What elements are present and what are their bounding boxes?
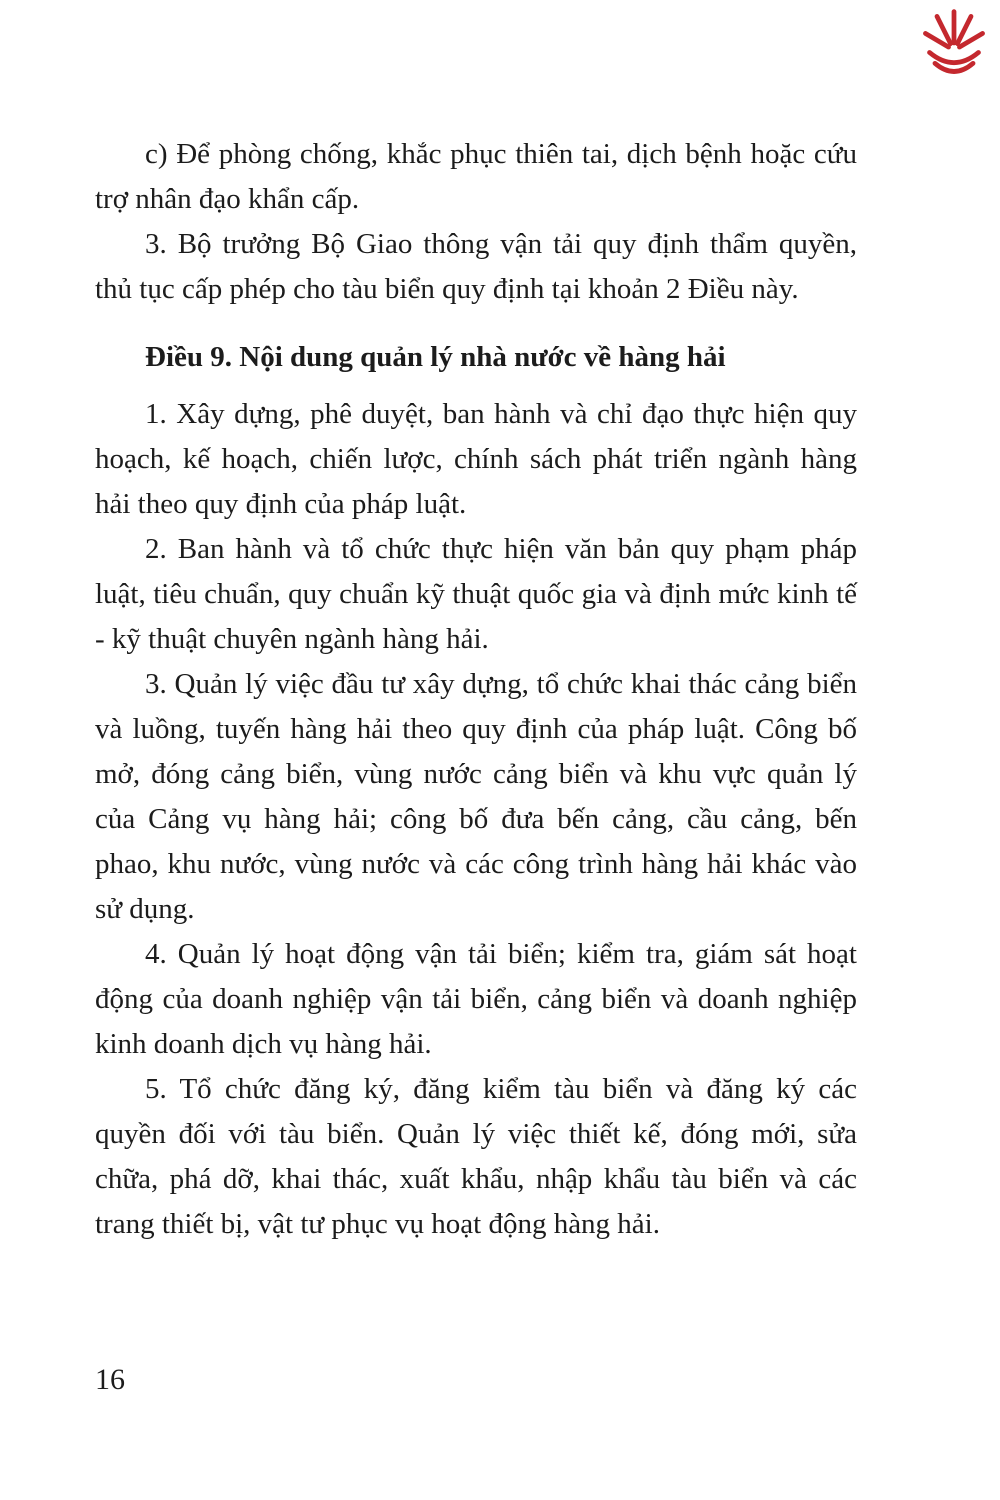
paragraph-point-c: c) Để phòng chống, khắc phục thiên tai, dịch bệnh hoặc cứu trợ nhân đạo khẩn cấp. <box>95 138 857 215</box>
publisher-emblem <box>920 5 988 85</box>
paragraph-clause-3: 3. Bộ trưởng Bộ Giao thông vận tải quy định thẩm quyền, thủ tục cấp phép cho tàu biển quy định tại khoản 2 Điều này. <box>95 228 857 305</box>
article-9-item-2: 2. Ban hành và tổ chức thực hiện văn bản quy phạm pháp luật, tiêu chuẩn, quy chuẩn kỹ thuật quốc gia và định mức kinh tế - kỹ thuật chuyên ngành hàng hải. <box>95 533 857 655</box>
page-number: 16 <box>95 1363 125 1396</box>
article-9-heading: Điều 9. Nội dung quản lý nhà nước về hàng hải <box>145 341 726 373</box>
publisher-emblem-icon <box>920 5 988 85</box>
article-9-item-5: 5. Tổ chức đăng ký, đăng kiểm tàu biển và đăng ký các quyền đối với tàu biển. Quản lý việc thiết kế, đóng mới, sửa chữa, phá dỡ, khai thác, xuất khẩu, nhập khẩu tàu biển và các trang thiết bị, vật tư phục vụ hoạt động hàng hải. <box>95 1073 857 1240</box>
article-9-item-3: 3. Quản lý việc đầu tư xây dựng, tổ chức khai thác cảng biển và luồng, tuyến hàng hải theo quy định của pháp luật. Công bố mở, đóng cảng biển, vùng nước cảng biển và khu vực quản lý của Cảng vụ hàng hải; công bố đưa bến cảng, cầu cảng, bến phao, khu nước, vùng nước và các công trình hàng hải khác vào sử dụng. <box>95 668 857 925</box>
article-9-item-1: 1. Xây dựng, phê duyệt, ban hành và chỉ đạo thực hiện quy hoạch, kế hoạch, chiến lược, chính sách phát triển ngành hàng hải theo quy định của pháp luật. <box>95 398 857 520</box>
document-body <box>95 132 857 1247</box>
article-9-item-4: 4. Quản lý hoạt động vận tải biển; kiểm tra, giám sát hoạt động của doanh nghiệp vận tải biển, cảng biển và doanh nghiệp kinh doanh dịch vụ hàng hải. <box>95 938 857 1060</box>
